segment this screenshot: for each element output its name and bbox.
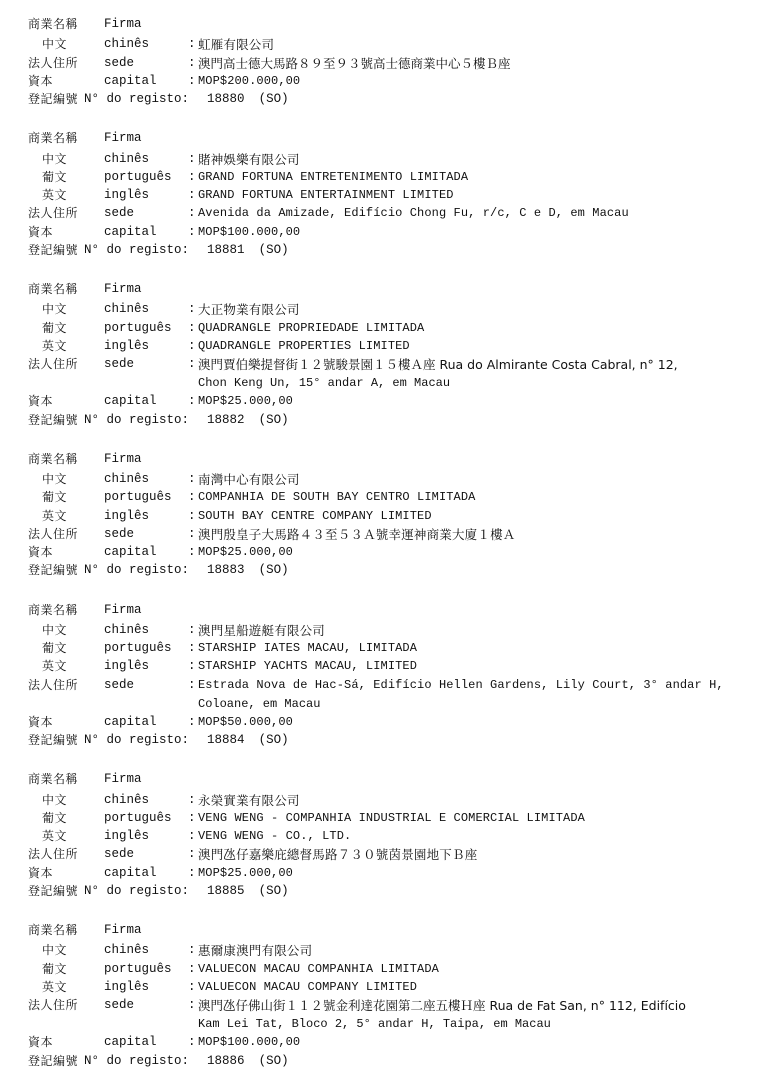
colon: :: [188, 338, 196, 353]
capital-label-pt: capital: [104, 545, 157, 559]
portuguese-label-cn: 葡文: [42, 961, 68, 976]
capital-label-pt: capital: [104, 865, 157, 880]
registration-number: 18880: [207, 92, 245, 106]
chinese-name-value: 大正物業有限公司: [198, 302, 300, 318]
portuguese-name-value: COMPANHIA DE SOUTH BAY CENTRO LIMITADA: [198, 490, 476, 505]
seat-row: [28, 999, 735, 1012]
english-name-row: [28, 830, 735, 843]
colon: :: [188, 169, 196, 184]
firm-label-cn: 商業名稱: [28, 131, 79, 146]
colon: :: [188, 394, 196, 409]
english-label-pt: inglês: [104, 659, 150, 674]
seat-value-continuation: Coloane, em Macau: [198, 696, 321, 711]
portuguese-label-cn: 葡文: [42, 810, 68, 825]
portuguese-label-pt: português: [104, 641, 172, 655]
portuguese-name-row: [28, 642, 735, 655]
registry-entry: [28, 18, 735, 106]
colon: :: [188, 320, 196, 335]
registration-row: [28, 93, 735, 106]
registration-number: 18881: [207, 242, 245, 257]
registration-label-pt: N° do registo:: [84, 1053, 190, 1068]
registration-label-cn: 登記編號: [28, 883, 79, 898]
chinese-name-value: 澳門星船遊艇有限公司: [198, 622, 326, 638]
capital-value: MOP$50.000,00: [198, 714, 293, 729]
english-label-pt: inglês: [104, 979, 150, 994]
chinese-name-value: 虹雁有限公司: [198, 37, 275, 53]
english-name-value: QUADRANGLE PROPERTIES LIMITED: [198, 338, 410, 353]
portuguese-label-pt: português: [104, 320, 172, 335]
registry-entry: [28, 924, 735, 1068]
seat-label-cn: 法人住所: [28, 206, 79, 221]
seat-label-cn: 法人住所: [28, 998, 79, 1012]
registration-row: [28, 244, 735, 257]
portuguese-label-cn: 葡文: [42, 641, 68, 655]
chinese-label-pt: chinês: [104, 622, 150, 637]
chinese-label-pt: chinês: [104, 792, 150, 807]
english-label-cn: 英文: [42, 338, 68, 353]
capital-label-pt: capital: [104, 73, 157, 88]
english-label-cn: 英文: [42, 979, 68, 994]
registration-number: 18882: [207, 412, 245, 427]
registration-label-cn: 登記編號: [28, 733, 79, 747]
capital-value: MOP$25.000,00: [198, 865, 293, 880]
capital-label-cn: 資本: [28, 73, 54, 88]
colon: :: [188, 472, 196, 486]
registration-suffix: (SO): [258, 1053, 289, 1068]
colon: :: [188, 998, 196, 1012]
english-name-value: VENG WENG - CO., LTD.: [198, 829, 352, 843]
english-label-cn: 英文: [42, 508, 68, 523]
registration-suffix: (SO): [258, 563, 289, 578]
colon: :: [188, 188, 196, 202]
registration-label-pt: N° do registo:: [84, 563, 190, 578]
firm-label-pt: Firma: [104, 17, 142, 31]
capital-label-cn: 資本: [28, 1035, 54, 1050]
entry-header: [28, 283, 735, 296]
capital-label-pt: capital: [104, 394, 157, 409]
chinese-label-pt: chinês: [104, 151, 150, 166]
firm-label-cn: 商業名稱: [28, 451, 79, 466]
chinese-label-cn: 中文: [42, 302, 68, 317]
portuguese-label-pt: português: [104, 810, 172, 825]
colon: :: [188, 641, 196, 655]
registration-label-cn: 登記編號: [28, 92, 79, 106]
registration-suffix: (SO): [258, 412, 289, 427]
entry-header: [28, 604, 735, 617]
seat-value: 澳門賈伯樂提督街１２號駿景園１５樓Ａ座 Rua do Almirante Costa Cabral, n° 12,: [198, 357, 678, 372]
capital-label-cn: 資本: [28, 224, 54, 239]
english-label-pt: inglês: [104, 188, 150, 202]
seat-value: Avenida da Amizade, Edifício Chong Fu, r/c, C e D, em Macau: [198, 206, 629, 221]
english-label-pt: inglês: [104, 829, 150, 843]
colon: :: [188, 943, 196, 958]
portuguese-label-cn: 葡文: [42, 169, 68, 184]
portuguese-name-row: [28, 963, 735, 976]
portuguese-name-value: QUADRANGLE PROPRIEDADE LIMITADA: [198, 320, 425, 335]
seat-label-pt: sede: [104, 847, 135, 862]
portuguese-name-value: STARSHIP IATES MACAU, LIMITADA: [198, 641, 418, 655]
seat-row: [28, 679, 735, 692]
firm-label-cn: 商業名稱: [28, 772, 79, 787]
portuguese-label-pt: português: [104, 169, 172, 184]
capital-row: [28, 226, 735, 239]
seat-label-pt: sede: [104, 998, 135, 1012]
chinese-label-cn: 中文: [42, 622, 68, 637]
entry-header: [28, 18, 735, 31]
registration-label-cn: 登記編號: [28, 412, 79, 427]
colon: :: [188, 792, 196, 807]
english-name-row: [28, 510, 735, 523]
english-label-cn: 英文: [42, 188, 68, 202]
english-name-value: VALUECON MACAU COMPANY LIMITED: [198, 979, 418, 994]
seat-label-pt: sede: [104, 677, 135, 692]
registration-suffix: (SO): [258, 733, 289, 747]
chinese-label-cn: 中文: [42, 943, 68, 958]
registration-label-pt: N° do registo:: [84, 242, 190, 257]
firm-label-cn: 商業名稱: [28, 17, 79, 31]
capital-label-pt: capital: [104, 224, 157, 239]
firm-label-cn: 商業名稱: [28, 923, 79, 937]
registration-label-pt: N° do registo:: [84, 883, 190, 898]
chinese-label-cn: 中文: [42, 37, 68, 52]
colon: :: [188, 37, 196, 52]
colon: :: [188, 961, 196, 976]
capital-value: MOP$25.000,00: [198, 394, 293, 409]
seat-value-continuation: Chon Keng Un, 15° andar A, em Macau: [198, 376, 451, 391]
firm-label-cn: 商業名稱: [28, 602, 79, 617]
chinese-label-pt: chinês: [104, 943, 150, 958]
capital-row: [28, 395, 735, 408]
colon: :: [188, 1035, 196, 1050]
entry-header: [28, 773, 735, 786]
capital-value: MOP$25.000,00: [198, 545, 293, 559]
colon: :: [188, 714, 196, 729]
firm-label-pt: Firma: [104, 131, 142, 146]
chinese-label-cn: 中文: [42, 472, 68, 486]
chinese-name-row: [28, 624, 735, 637]
seat-row: [28, 207, 735, 220]
registration-label-cn: 登記編號: [28, 1053, 79, 1068]
portuguese-name-row: [28, 812, 735, 825]
seat-label-pt: sede: [104, 206, 135, 221]
seat-label-pt: sede: [104, 526, 135, 541]
chinese-label-cn: 中文: [42, 792, 68, 807]
firm-label-pt: Firma: [104, 923, 142, 937]
english-name-row: [28, 189, 735, 202]
seat-value: 澳門氹仔嘉樂庇總督馬路７３０號茵景園地下Ｂ座: [198, 847, 478, 863]
colon: :: [188, 302, 196, 317]
capital-label-cn: 資本: [28, 394, 54, 409]
colon: :: [188, 224, 196, 239]
portuguese-name-value: GRAND FORTUNA ENTRETENIMENTO LIMITADA: [198, 169, 469, 184]
entry-header: [28, 453, 735, 466]
chinese-name-value: 賭神娛樂有限公司: [198, 151, 300, 167]
chinese-name-row: [28, 153, 735, 166]
seat-label-cn: 法人住所: [28, 526, 79, 541]
colon: :: [188, 677, 196, 692]
colon: :: [188, 490, 196, 505]
registration-row: [28, 734, 735, 747]
chinese-name-row: [28, 944, 735, 957]
capital-row: [28, 716, 735, 729]
portuguese-name-row: [28, 171, 735, 184]
registration-label-cn: 登記編號: [28, 242, 79, 257]
capital-value: MOP$100.000,00: [198, 224, 301, 239]
registration-label-pt: N° do registo:: [84, 92, 190, 106]
seat-value: Estrada Nova de Hac-Sá, Edifício Hellen Gardens, Lily Court, 3° andar H,: [198, 677, 724, 692]
colon: :: [188, 545, 196, 559]
chinese-name-value: 永榮實業有限公司: [198, 792, 300, 808]
chinese-label-pt: chinês: [104, 37, 150, 52]
capital-value: MOP$100.000,00: [198, 1035, 301, 1050]
capital-label-cn: 資本: [28, 865, 54, 880]
colon: :: [188, 73, 196, 88]
chinese-label-pt: chinês: [104, 472, 150, 486]
colon: :: [188, 659, 196, 674]
portuguese-label-pt: português: [104, 961, 172, 976]
entry-header: [28, 924, 735, 937]
registration-suffix: (SO): [258, 92, 289, 106]
colon: :: [188, 622, 196, 637]
capital-label-cn: 資本: [28, 714, 54, 729]
english-name-row: [28, 340, 735, 353]
capital-label-cn: 資本: [28, 545, 54, 559]
chinese-name-value: 惠爾康澳門有限公司: [198, 943, 313, 959]
portuguese-name-row: [28, 322, 735, 335]
seat-value-continuation: Kam Lei Tat, Bloco 2, 5° andar H, Taipa, em Macau: [198, 1017, 551, 1032]
registration-label-cn: 登記編號: [28, 563, 79, 578]
chinese-label-cn: 中文: [42, 151, 68, 166]
registration-number: 18885: [207, 883, 245, 898]
english-name-value: STARSHIP YACHTS MACAU, LIMITED: [198, 659, 418, 674]
registry-entry: [28, 773, 735, 898]
colon: :: [188, 847, 196, 862]
capital-row: [28, 546, 735, 559]
english-name-row: [28, 981, 735, 994]
registration-row: [28, 414, 735, 427]
seat-row: [28, 528, 735, 541]
english-label-pt: inglês: [104, 508, 150, 523]
english-name-value: GRAND FORTUNA ENTERTAINMENT LIMITED: [198, 188, 454, 202]
colon: :: [188, 151, 196, 166]
colon: :: [188, 526, 196, 541]
colon: :: [188, 55, 196, 70]
registration-row: [28, 1055, 735, 1068]
seat-row: [28, 848, 735, 861]
capital-row: [28, 1036, 735, 1049]
colon: :: [188, 206, 196, 221]
firm-label-pt: Firma: [104, 282, 142, 296]
seat-value: 澳門氹仔佛山街１１２號金利達花園第二座五樓Ｈ座 Rua de Fat San, n° 112, Edifício: [198, 998, 686, 1013]
seat-row: [28, 358, 735, 371]
capital-row: [28, 75, 735, 88]
seat-label-cn: 法人住所: [28, 677, 79, 692]
portuguese-label-pt: português: [104, 490, 172, 505]
english-label-pt: inglês: [104, 338, 150, 353]
portuguese-label-cn: 葡文: [42, 490, 68, 505]
english-name-value: SOUTH BAY CENTRE COMPANY LIMITED: [198, 508, 432, 523]
seat-row: [28, 57, 735, 70]
firm-label-cn: 商業名稱: [28, 282, 79, 296]
seat-label-cn: 法人住所: [28, 357, 79, 371]
registration-label-pt: N° do registo:: [84, 733, 190, 747]
registry-entry: [28, 132, 735, 257]
seat-label-pt: sede: [104, 357, 135, 371]
firm-label-pt: Firma: [104, 602, 142, 617]
registration-number: 18884: [207, 733, 245, 747]
portuguese-name-value: VALUECON MACAU COMPANHIA LIMITADA: [198, 961, 439, 976]
portuguese-name-value: VENG WENG - COMPANHIA INDUSTRIAL E COMERCIAL LIMITADA: [198, 810, 585, 825]
capital-row: [28, 867, 735, 880]
registry-entry: [28, 453, 735, 578]
portuguese-label-cn: 葡文: [42, 320, 68, 335]
capital-value: MOP$200.000,00: [198, 73, 301, 88]
colon: :: [188, 508, 196, 523]
colon: :: [188, 810, 196, 825]
chinese-name-value: 南灣中心有限公司: [198, 472, 300, 487]
seat-value: 澳門高士德大馬路８９至９３號高士德商業中心５樓Ｂ座: [198, 55, 511, 71]
registration-suffix: (SO): [258, 883, 289, 898]
capital-label-pt: capital: [104, 1035, 157, 1050]
registration-number: 18886: [207, 1053, 245, 1068]
chinese-name-row: [28, 473, 735, 486]
chinese-label-pt: chinês: [104, 302, 150, 317]
seat-label-cn: 法人住所: [28, 847, 79, 862]
colon: :: [188, 865, 196, 880]
registration-row: [28, 564, 735, 577]
colon: :: [188, 357, 196, 371]
entry-header: [28, 132, 735, 145]
registry-entry: [28, 283, 735, 427]
chinese-name-row: [28, 38, 735, 51]
english-label-cn: 英文: [42, 829, 68, 843]
registration-suffix: (SO): [258, 242, 289, 257]
registration-number: 18883: [207, 563, 245, 578]
seat-label-pt: sede: [104, 55, 135, 70]
english-name-row: [28, 660, 735, 673]
chinese-name-row: [28, 794, 735, 807]
firm-label-pt: Firma: [104, 772, 142, 787]
english-label-cn: 英文: [42, 659, 68, 674]
capital-label-pt: capital: [104, 714, 157, 729]
colon: :: [188, 829, 196, 843]
seat-value: 澳門殷皇子大馬路４３至５３Ａ號幸運神商業大廈１樓Ａ: [198, 526, 516, 542]
firm-label-pt: Firma: [104, 451, 142, 466]
seat-label-cn: 法人住所: [28, 55, 79, 70]
colon: :: [188, 979, 196, 994]
registration-label-pt: N° do registo:: [84, 412, 190, 427]
portuguese-name-row: [28, 491, 735, 504]
chinese-name-row: [28, 303, 735, 316]
registration-row: [28, 885, 735, 898]
registry-entry: [28, 604, 735, 748]
